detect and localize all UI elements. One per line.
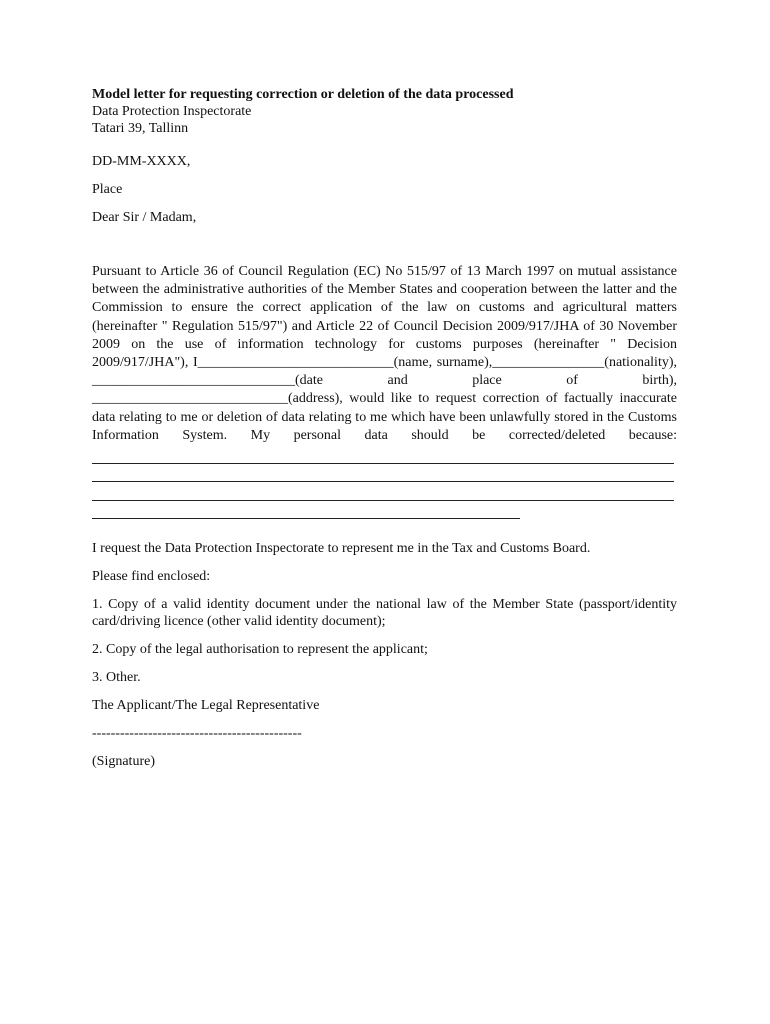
blank-line xyxy=(92,504,677,522)
salutation: Dear Sir / Madam, xyxy=(92,210,197,225)
blank-line xyxy=(92,467,677,485)
reason-blank-lines xyxy=(92,449,677,522)
blank-line xyxy=(92,485,677,503)
letter-body xyxy=(92,86,677,770)
enclosure-item: 2. Copy of the legal authorisation to represent the applicant; xyxy=(92,641,428,657)
recipient-address: Tatari 39, Tallinn xyxy=(92,121,189,136)
letter-title: Model letter for requesting correction or deletion of the data processed xyxy=(92,87,514,102)
enclosure-item: 3. Other. xyxy=(92,669,141,685)
enclosure-item: 1. Copy of a valid identity document under the national law of the Member State (passport/identity card/driving licence (other valid identity document); xyxy=(92,596,677,629)
place-line: Place xyxy=(92,182,123,197)
signature-line: --------------------------------------------- xyxy=(92,725,302,741)
main-paragraph: Pursuant to Article 36 of Council Regulation (EC) No 515/97 of 13 March 1997 on mutual assistance between the administrative authorities of the Member States and cooperation between the latter and the Commission to ensure the correct application of the law on customs and agricultural matters (hereinafter " Regulation 515/97") and Article 22 of Council Decision 2009/917/JHA of 30 November 2009 on the use of information technology for customs purposes (hereinafter " Decision 2009/917/JHA"), I____________________________(name, surname),________________(nationality), _____________________________(date and place of birth), ____________________________(address), would like to request correction of factually inaccurate data relating to me or deletion of data relating to me which have been unlawfully stored in the Customs Information System. My personal data should be corrected/deleted because: xyxy=(92,264,677,443)
date-line: DD-MM-XXXX, xyxy=(92,154,191,169)
request-paragraph: I request the Data Protection Inspectorate to represent me in the Tax and Customs Board. xyxy=(92,540,591,556)
signer-role: The Applicant/The Legal Representative xyxy=(92,697,320,713)
blank-line xyxy=(92,449,677,467)
signature-label: (Signature) xyxy=(92,753,155,769)
recipient-name: Data Protection Inspectorate xyxy=(92,104,252,119)
enclosed-intro: Please find enclosed: xyxy=(92,568,211,584)
